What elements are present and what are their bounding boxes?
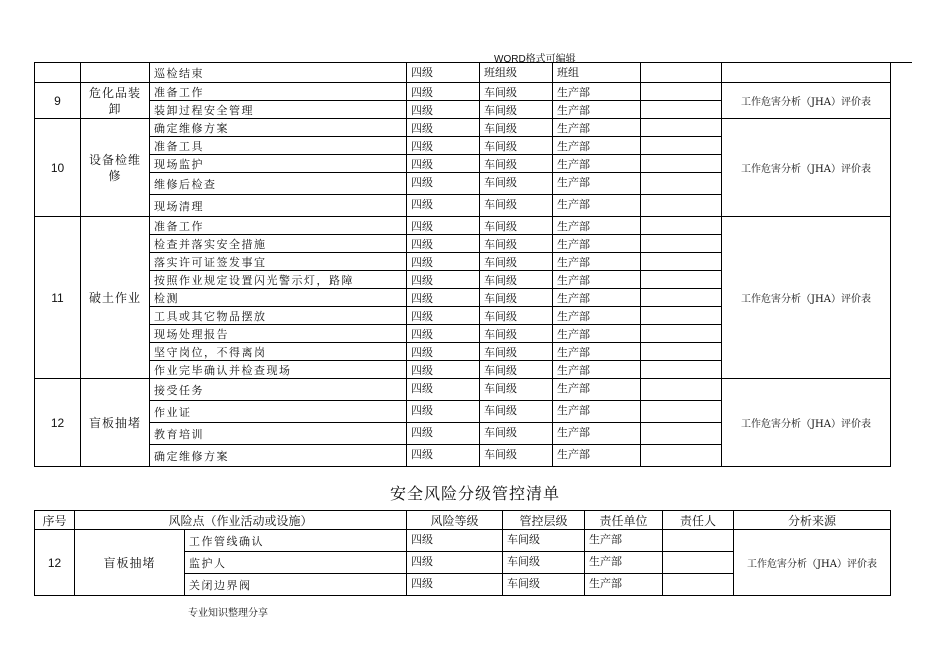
task-cell: 教育培训 <box>150 423 407 445</box>
risk-level-cell: 四级 <box>407 530 503 552</box>
col-header-source: 分析来源 <box>734 511 891 530</box>
risk-level-cell: 四级 <box>407 289 480 307</box>
task-cell: 监护人 <box>185 552 407 574</box>
unit-cell: 生产部 <box>553 423 641 445</box>
task-cell: 落实许可证签发事宜 <box>150 253 407 271</box>
control-level-cell: 车间级 <box>480 137 553 155</box>
page-footer-text: 专业知识整理分享 <box>188 608 268 619</box>
risk-level-cell: 四级 <box>407 361 480 379</box>
unit-cell: 生产部 <box>553 195 641 217</box>
control-level-cell: 车间级 <box>503 530 585 552</box>
no-cell <box>35 63 81 83</box>
control-level-cell: 车间级 <box>503 574 585 596</box>
source-cell: 工作危害分析（JHA）评价表 <box>722 217 891 379</box>
col-header-risk-point: 风险点（作业活动或设施） <box>75 511 407 530</box>
control-level-cell: 车间级 <box>480 173 553 195</box>
table-title: 安全风险分级管控清单 <box>389 484 560 503</box>
person-cell <box>663 574 734 596</box>
person-cell <box>663 530 734 552</box>
task-cell: 作业完毕确认并检查现场 <box>150 361 407 379</box>
header-row <box>35 511 891 530</box>
task-cell: 准备工具 <box>150 137 407 155</box>
unit-cell: 生产部 <box>553 217 641 235</box>
control-level-cell: 车间级 <box>480 101 553 119</box>
task-cell: 按照作业规定设置闪光警示灯，路障 <box>150 271 407 289</box>
person-cell <box>641 195 722 217</box>
risk-level-cell: 四级 <box>407 325 480 343</box>
control-level-cell: 车间级 <box>480 423 553 445</box>
risk-level-cell: 四级 <box>407 401 480 423</box>
table-row <box>35 530 891 552</box>
person-cell <box>641 343 722 361</box>
person-cell <box>641 325 722 343</box>
control-level-cell: 车间级 <box>480 379 553 401</box>
risk-level-cell: 四级 <box>407 379 480 401</box>
source-cell: 工作危害分析（JHA）评价表 <box>722 379 891 467</box>
col-header-risk-level: 风险等级 <box>407 511 503 530</box>
unit-cell: 生产部 <box>585 552 663 574</box>
control-level-cell: 车间级 <box>503 552 585 574</box>
task-cell: 准备工作 <box>150 217 407 235</box>
table-row <box>35 217 891 235</box>
unit-cell: 生产部 <box>553 119 641 137</box>
risk-point-name: 危化品装卸 <box>81 83 150 119</box>
risk-level-cell: 四级 <box>407 271 480 289</box>
task-cell: 工作管线确认 <box>185 530 407 552</box>
control-level-cell: 车间级 <box>480 217 553 235</box>
control-level-cell: 车间级 <box>480 289 553 307</box>
task-cell: 坚守岗位，不得离岗 <box>150 343 407 361</box>
risk-level-cell: 四级 <box>407 173 480 195</box>
person-cell <box>641 307 722 325</box>
source-cell: 工作危害分析（JHA）评价表 <box>734 530 891 596</box>
row-number: 12 <box>35 379 81 467</box>
control-level-cell: 车间级 <box>480 361 553 379</box>
person-cell <box>641 137 722 155</box>
source-cell: 工作危害分析（JHA）评价表 <box>722 119 891 217</box>
control-level-cell: 车间级 <box>480 195 553 217</box>
source-cell: 工作危害分析（JHA）评价表 <box>722 83 891 119</box>
unit-cell: 生产部 <box>553 445 641 467</box>
risk-level-cell: 四级 <box>407 253 480 271</box>
task-cell: 装卸过程安全管理 <box>150 101 407 119</box>
unit-cell: 生产部 <box>553 83 641 101</box>
risk-level-cell: 四级 <box>407 195 480 217</box>
unit-cell: 生产部 <box>553 173 641 195</box>
unit-cell: 生产部 <box>553 343 641 361</box>
unit-cell: 生产部 <box>553 289 641 307</box>
task-cell: 巡检结束 <box>150 63 407 83</box>
unit-cell: 生产部 <box>553 307 641 325</box>
risk-level-cell: 四级 <box>407 552 503 574</box>
person-cell <box>641 173 722 195</box>
risk-point-name: 破土作业 <box>81 217 150 379</box>
control-level-cell: 车间级 <box>480 155 553 173</box>
unit-cell: 生产部 <box>553 253 641 271</box>
risk-level-cell: 四级 <box>407 137 480 155</box>
person-cell <box>641 83 722 101</box>
risk-level-cell: 四级 <box>407 307 480 325</box>
task-cell: 现场清理 <box>150 195 407 217</box>
risk-level-cell: 四级 <box>407 155 480 173</box>
control-level-cell: 车间级 <box>480 307 553 325</box>
control-level-cell: 车间级 <box>480 271 553 289</box>
control-level-cell: 车间级 <box>480 253 553 271</box>
person-cell <box>641 423 722 445</box>
person-cell <box>641 401 722 423</box>
person-cell <box>641 445 722 467</box>
col-header-control-level: 管控层级 <box>503 511 585 530</box>
risk-level-cell: 四级 <box>407 574 503 596</box>
unit-cell: 生产部 <box>553 379 641 401</box>
task-cell: 作业证 <box>150 401 407 423</box>
risk-level-cell: 四级 <box>407 101 480 119</box>
risk-level-cell: 四级 <box>407 119 480 137</box>
control-level-cell: 车间级 <box>480 235 553 253</box>
unit-cell: 生产部 <box>553 361 641 379</box>
risk-level-cell: 四级 <box>407 235 480 253</box>
risk-level-cell: 四级 <box>407 445 480 467</box>
control-level-cell: 车间级 <box>480 445 553 467</box>
task-cell: 工具或其它物品摆放 <box>150 307 407 325</box>
unit-cell: 班组 <box>553 63 641 83</box>
task-cell: 现场处理报告 <box>150 325 407 343</box>
table-row <box>35 379 891 401</box>
task-cell: 准备工作 <box>150 83 407 101</box>
unit-cell: 生产部 <box>553 137 641 155</box>
unit-cell: 生产部 <box>553 401 641 423</box>
page-header-text: WORD格式可编辑 <box>494 54 576 65</box>
col-header-no: 序号 <box>35 511 75 530</box>
unit-cell: 生产部 <box>585 574 663 596</box>
person-cell <box>641 271 722 289</box>
task-cell: 现场监护 <box>150 155 407 173</box>
table-row <box>35 83 891 101</box>
person-cell <box>641 101 722 119</box>
unit-cell: 生产部 <box>585 530 663 552</box>
risk-level-cell: 四级 <box>407 83 480 101</box>
name-cell <box>81 63 150 83</box>
task-cell: 确定维修方案 <box>150 119 407 137</box>
unit-cell: 生产部 <box>553 235 641 253</box>
risk-point-name: 设备检维修 <box>81 119 150 217</box>
risk-level-cell: 四级 <box>407 423 480 445</box>
unit-cell: 生产部 <box>553 325 641 343</box>
person-cell <box>641 289 722 307</box>
unit-cell: 生产部 <box>553 155 641 173</box>
person-cell <box>641 253 722 271</box>
control-level-cell: 班组级 <box>480 63 553 83</box>
task-cell: 确定维修方案 <box>150 445 407 467</box>
unit-cell: 生产部 <box>553 101 641 119</box>
risk-table-continued <box>34 62 891 467</box>
control-level-cell: 车间级 <box>480 83 553 101</box>
person-cell <box>641 63 722 83</box>
risk-control-list-table <box>34 510 891 596</box>
row-number: 11 <box>35 217 81 379</box>
task-cell: 检测 <box>150 289 407 307</box>
row-number: 10 <box>35 119 81 217</box>
person-cell <box>641 379 722 401</box>
row-number: 9 <box>35 83 81 119</box>
task-cell: 维修后检查 <box>150 173 407 195</box>
risk-level-cell: 四级 <box>407 343 480 361</box>
risk-point-name: 盲板抽堵 <box>81 379 150 467</box>
table-row <box>35 63 891 83</box>
person-cell <box>641 119 722 137</box>
table-row <box>35 119 891 137</box>
task-cell: 检查并落实安全措施 <box>150 235 407 253</box>
source-cell <box>722 63 891 83</box>
person-cell <box>641 361 722 379</box>
person-cell <box>663 552 734 574</box>
unit-cell: 生产部 <box>553 271 641 289</box>
control-level-cell: 车间级 <box>480 401 553 423</box>
control-level-cell: 车间级 <box>480 343 553 361</box>
risk-point-name: 盲板抽堵 <box>75 530 185 596</box>
col-header-person: 责任人 <box>663 511 734 530</box>
col-header-unit: 责任单位 <box>585 511 663 530</box>
person-cell <box>641 217 722 235</box>
risk-level-cell: 四级 <box>407 63 480 83</box>
risk-level-cell: 四级 <box>407 217 480 235</box>
person-cell <box>641 235 722 253</box>
task-cell: 接受任务 <box>150 379 407 401</box>
task-cell: 关闭边界阀 <box>185 574 407 596</box>
person-cell <box>641 155 722 173</box>
control-level-cell: 车间级 <box>480 325 553 343</box>
row-number: 12 <box>35 530 75 596</box>
control-level-cell: 车间级 <box>480 119 553 137</box>
